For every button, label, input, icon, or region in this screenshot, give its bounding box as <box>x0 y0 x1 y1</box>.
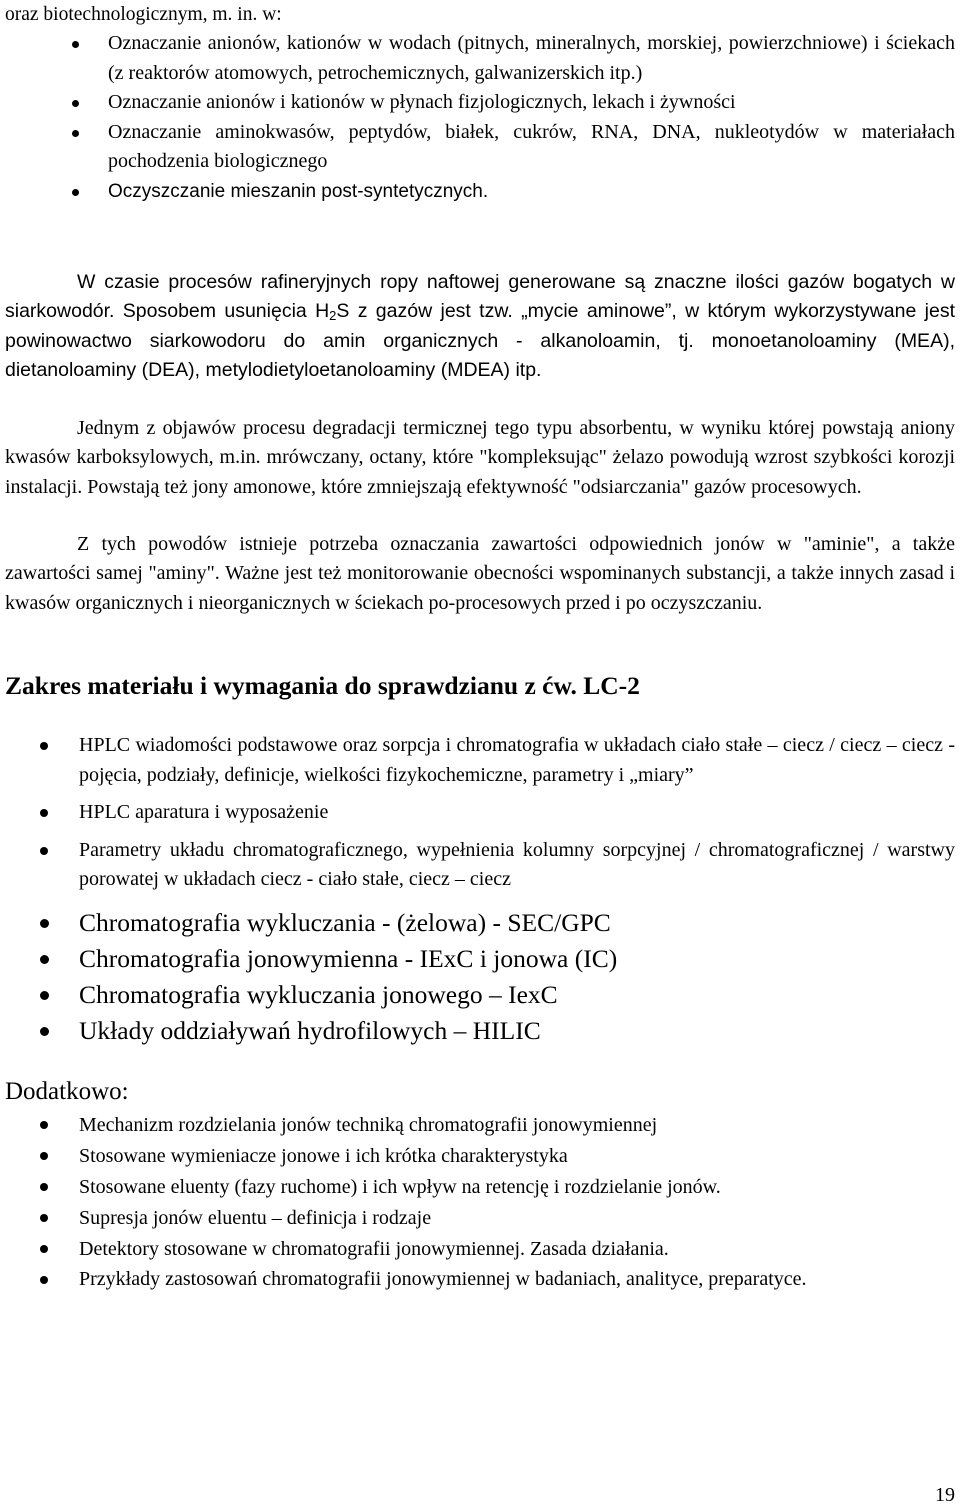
additional-label: Dodatkowo: <box>5 1078 129 1105</box>
list-item: Mechanizm rozdzielania jonów techniką chromatografii jonowymiennej <box>0 1110 955 1141</box>
bullet-icon <box>40 742 48 750</box>
list-item: Stosowane wymieniacze jonowe i ich krótka charakterystyka <box>0 1141 955 1172</box>
list-item: Chromatografia jonowymienna - IExC i jonowa (IC) <box>0 942 955 976</box>
list-item: Chromatografia wykluczania jonowego – IexC <box>0 978 955 1012</box>
bullet-icon <box>40 1121 48 1129</box>
bullet-icon <box>40 809 48 817</box>
bullet-icon <box>40 1245 48 1253</box>
list-item: Chromatografia wykluczania - (żelowa) - SEC/GPC <box>0 906 955 940</box>
paragraph-amine-washing: W czasie procesów rafineryjnych ropy naftowej generowane są znaczne ilości gazów bogatych w siarkowodór. Sposobem usunięcia $H_2S$ z gazów jest tzw. „mycie aminowe”, w którym wykorzystywane jest powinowactwo siarkowodoru do amin organicznych - alkanoloamin, tj. monoetanoloaminy (MEA), dietanoloaminy (DEA), metylodietyloetanoloaminy (MDEA) itp. <box>5 271 955 381</box>
bullet-icon <box>40 919 49 928</box>
bullet-icon <box>40 1027 49 1036</box>
list-item: Parametry układu chromatograficznego, wypełnienia kolumny sorpcyjnej / chromatograficznej / warstwy porowatej w układach ciecz - ciało stałe, ciecz – ciecz <box>0 836 955 895</box>
bullet-icon <box>72 41 79 48</box>
list-item: Oznaczanie aminokwasów, peptydów, białek, cukrów, RNA, DNA, nukleotydów w materiałach pochodzenia biologicznego <box>0 118 955 177</box>
bullet-icon <box>40 1152 48 1160</box>
additional-list <box>0 1110 955 1294</box>
bullet-icon <box>40 1276 48 1284</box>
list-item: Oznaczanie anionów i kationów w płynach fizjologicznych, lekach i żywności <box>0 88 955 118</box>
subscript-2: 2 <box>329 308 337 324</box>
bullet-icon <box>40 1214 48 1222</box>
list-item: Przykłady zastosowań chromatografii jonowymiennej w badaniach, analityce, preparatyce. <box>0 1265 955 1294</box>
bullet-icon <box>72 130 79 137</box>
list-item: Stosowane eluenty (fazy ruchome) i ich wpływ na retencję i rozdzielanie jonów. <box>0 1172 955 1203</box>
bullet-icon <box>72 100 79 107</box>
bullet-icon <box>40 955 49 964</box>
bullet-icon <box>40 1183 48 1191</box>
list-item: Oznaczanie anionów, kationów w wodach (pitnych, mineralnych, morskiej, powierzchniowe) i ściekach (z reaktorów atomowych, petrochemicznych, galwanizerskich itp.) <box>0 29 955 88</box>
list-item: HPLC wiadomości podstawowe oraz sorpcja i chromatografia w układach ciało stałe – ciecz / ciecz – ciecz - pojęcia, podziały, definicje, wielkości fizykochemiczne, parametry i „miary” <box>0 731 955 790</box>
requirements-list <box>0 731 955 1048</box>
list-item: Supresja jonów eluentu – definicja i rodzaje <box>0 1203 955 1234</box>
page-number: 19 <box>935 1484 955 1506</box>
bullet-icon <box>72 189 79 196</box>
list-item: Detektory stosowane w chromatografii jonowymiennej. Zasada działania. <box>0 1234 955 1265</box>
applications-list <box>0 29 955 206</box>
paragraph-degradation: Jednym z objawów procesu degradacji termicznej tego typu absorbentu, w wyniku której powstają aniony kwasów karboksylowych, m.in. mrówczany, octany, które "kompleksując" żelazo powodują wzrost szybkości korozji instalacji. Powstają też jony amonowe, które zmniejszają efektywność "odsiarczania" gazów procesowych. <box>5 417 955 498</box>
paragraph-monitoring: Z tych powodów istnieje potrzeba oznaczania zawartości odpowiednich jonów w "aminie", a także zawartości samej "aminy". Ważne jest też monitorowanie obecności wspominanych substancji, a także innych zasad i kwasów organicznych i nieorganicznych w ściekach po-procesowych przed i po oczyszczaniu. <box>5 533 955 614</box>
list-item: Oczyszczanie mieszanin post-syntetycznych. <box>0 177 955 207</box>
bullet-icon <box>40 847 48 855</box>
intro-line: oraz biotechnologicznym, m. in. w: <box>5 4 282 25</box>
list-item: Układy oddziaływań hydrofilowych – HILIC <box>0 1014 955 1048</box>
bullet-icon <box>40 991 49 1000</box>
list-item: HPLC aparatura i wyposażenie <box>0 798 955 828</box>
section-heading: Zakres materiału i wymagania do sprawdzianu z ćw. LC-2 <box>5 671 640 700</box>
